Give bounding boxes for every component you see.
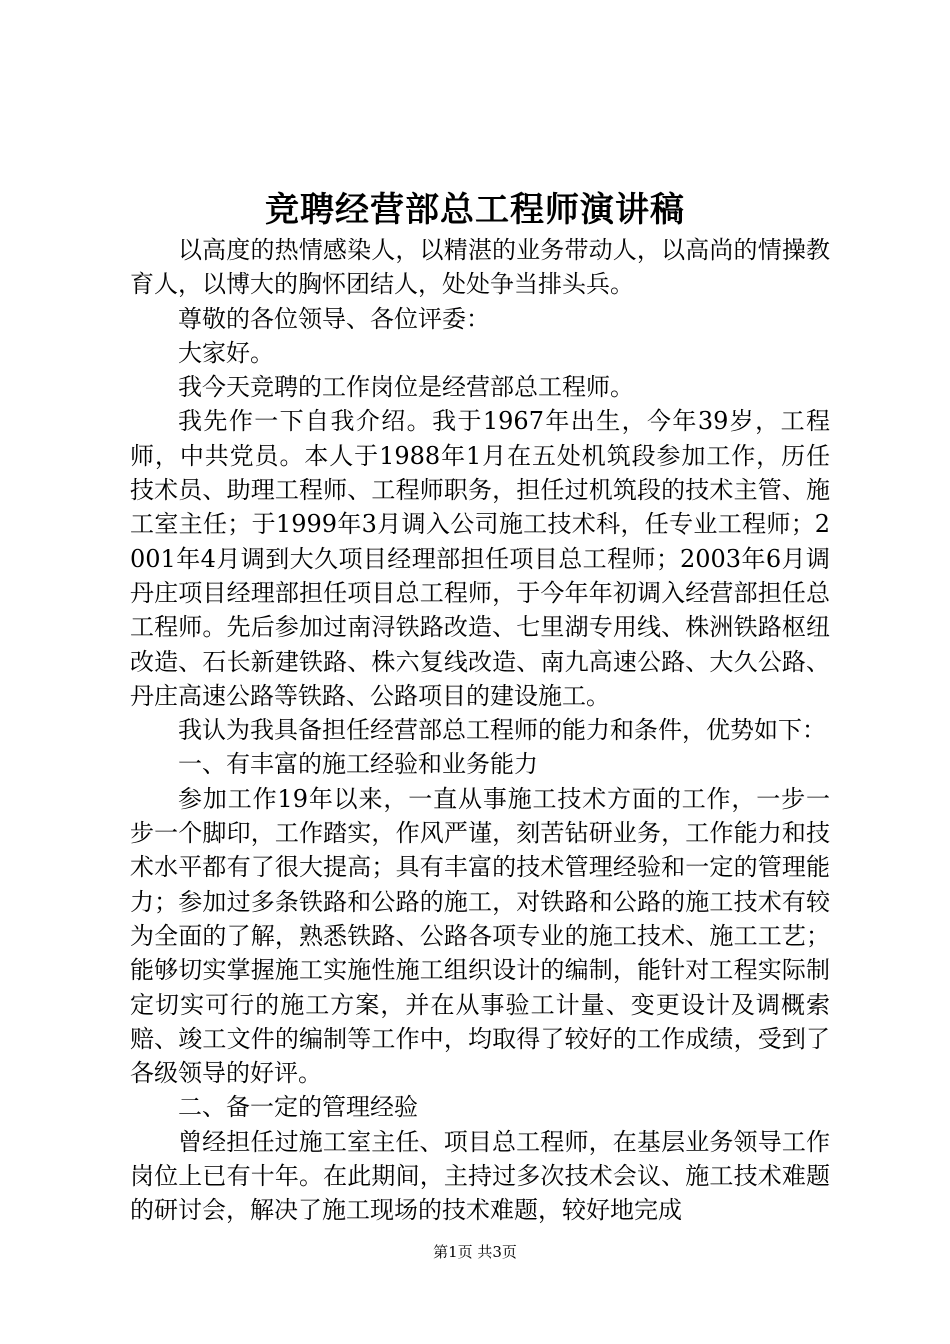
paragraph-management: 曾经担任过施工室主任、项目总工程师，在基层业务领导工作岗位上已有十年。在此期间，主持过多次技术会议、施工技术难题的研讨会，解决了施工现场的技术难题，较好地完成 [130, 1127, 830, 1225]
paragraph-intro: 以高度的热情感染人，以精湛的业务带动人，以高尚的情操教育人，以博大的胸怀团结人，处处争当排头兵。 [130, 236, 830, 299]
page-number: 第1页 共3页 [433, 1243, 517, 1261]
section-heading-experience: 一、有丰富的施工经验和业务能力 [178, 750, 538, 779]
paragraph-salutation: 尊敬的各位领导、各位评委： [178, 304, 490, 333]
paragraph-self-introduction: 我先作一下自我介绍。我于1967年出生，今年39岁，工程师，中共党员。本人于1988年1月在五处机筑段参加工作，历任技术员、助理工程师、工程师职务，担任过机筑段的技术主管、施工室主任；于1999年3月调入公司施工技术科，任专业工程师；2001年4月调到大久项目经理部担任项目总工程师；2003年6月调丹庄项目经理部担任项目总工程师，于今年年初调入经营部担任总工程师。先后参加过南浔铁路改造、七里湖专用线、株洲铁路枢纽改造、石长新建铁路、株六复线改造、南九高速公路、大久公路、丹庄高速公路等铁路、公路项目的建设施工。 [130, 407, 830, 710]
document-title: 竞聘经营部总工程师演讲稿 [265, 190, 685, 230]
paragraph-position: 我今天竞聘的工作岗位是经营部总工程师。 [178, 373, 634, 402]
section-heading-management: 二、备一定的管理经验 [178, 1093, 418, 1122]
document-body [130, 233, 830, 1228]
paragraph-experience: 参加工作19年以来，一直从事施工技术方面的工作，一步一步一个脚印，工作踏实，作风严谨，刻苦钻研业务，工作能力和技术水平都有了很大提高；具有丰富的技术管理经验和一定的管理能力；参加过多条铁路和公路的施工，对铁路和公路的施工技术有较为全面的了解，熟悉铁路、公路各项专业的施工技术、施工工艺；能够切实掌握施工实施性施工组织设计的编制，能针对工程实际制定切实可行的施工方案，并在从事验工计量、变更设计及调概索赔、竣工文件的编制等工作中，均取得了较好的工作成绩，受到了各级领导的好评。 [130, 784, 830, 1088]
paragraph-greeting: 大家好。 [178, 338, 274, 367]
paragraph-advantages: 我认为我具备担任经营部总工程师的能力和条件，优势如下： [178, 716, 826, 745]
